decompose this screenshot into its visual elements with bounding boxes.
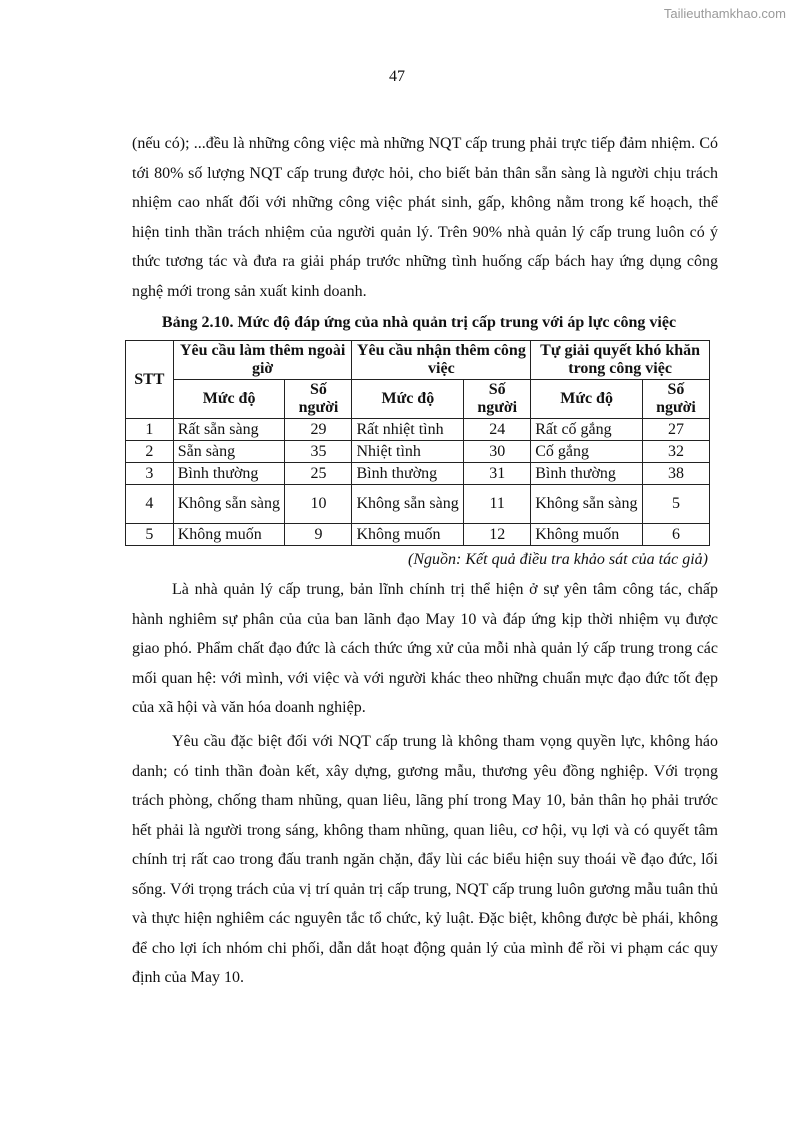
- cell-stt: 2: [126, 441, 174, 463]
- cell-count: 32: [642, 441, 709, 463]
- cell-stt: 4: [126, 485, 174, 524]
- table-row: [126, 524, 710, 546]
- cell-level: Bình thường: [352, 463, 464, 485]
- page-number: 47: [389, 68, 405, 85]
- cell-level: Nhiệt tình: [352, 441, 464, 463]
- header-group-2: Yêu cầu nhận thêm công việc: [352, 341, 531, 380]
- cell-count: 10: [285, 485, 352, 524]
- table-title: Bảng 2.10. Mức độ đáp ứng của nhà quản trị cấp trung với áp lực công việc: [161, 314, 677, 331]
- cell-count: 35: [285, 441, 352, 463]
- cell-count: 11: [464, 485, 531, 524]
- cell-level: Không sẵn sàng: [352, 485, 464, 524]
- cell-count: 25: [285, 463, 352, 485]
- cell-level: Bình thường: [531, 463, 643, 485]
- header-stt: STT: [126, 341, 174, 419]
- cell-level: Cố gắng: [531, 441, 643, 463]
- cell-count: 27: [642, 419, 709, 441]
- cell-stt: 3: [126, 463, 174, 485]
- header-level-3: Mức độ: [531, 380, 643, 419]
- cell-count: 30: [464, 441, 531, 463]
- cell-count: 31: [464, 463, 531, 485]
- cell-level: Không muốn: [531, 524, 643, 546]
- cell-level: Rất sẵn sàng: [173, 419, 285, 441]
- cell-count: 9: [285, 524, 352, 546]
- cell-level: Rất cố gắng: [531, 419, 643, 441]
- header-count-3: Số người: [642, 380, 709, 419]
- cell-level: Không muốn: [173, 524, 285, 546]
- cell-level: Không sẵn sàng: [173, 485, 285, 524]
- cell-count: 5: [642, 485, 709, 524]
- cell-level: Không sẵn sàng: [531, 485, 643, 524]
- cell-level: Không muốn: [352, 524, 464, 546]
- watermark: Tailieuthamkhao.com: [663, 6, 786, 21]
- paragraph-2: Là nhà quản lý cấp trung, bản lĩnh chính trị thể hiện ở sự yên tâm công tác, chấp hành nghiêm sự phân của của ban lãnh đạo May 10 và đáp ứng kịp thời nhiệm vụ được giao phó. Phẩm chất đạo đức là cách thức ứng xử của mỗi nhà quản lý cấp trung trong các mối quan hệ: với mình, với việc và với người khác theo những chuẩn mực đạo đức tốt đẹp của xã hội và văn hóa doanh nghiệp.: [132, 581, 718, 716]
- table-subheader-row: [126, 380, 710, 419]
- header-level-1: Mức độ: [173, 380, 285, 419]
- table-row: [126, 441, 710, 463]
- paragraph-1: (nếu có); ...đều là những công việc mà những NQT cấp trung phải trực tiếp đảm nhiệm. Có tới 80% số lượng NQT cấp trung được hỏi, cho biết bản thân sẵn sàng là người chịu trách nhiệm cao nhất đối với những công việc phát sinh, gấp, không nằm trong kế hoạch, thể hiện tinh thần trách nhiệm của người quản lý. Trên 90% nhà quản lý cấp trung luôn có ý thức tương tác và đưa ra giải pháp trước những tình huống cấp bách hay ứng dụng công nghệ mới trong sản xuất kinh doanh.: [132, 135, 718, 300]
- cell-count: 6: [642, 524, 709, 546]
- cell-level: Sẵn sàng: [173, 441, 285, 463]
- cell-count: 24: [464, 419, 531, 441]
- table-row: [126, 463, 710, 485]
- table-header-row: [126, 341, 710, 380]
- table-row: [126, 419, 710, 441]
- cell-level: Rất nhiệt tình: [352, 419, 464, 441]
- header-count-1: Số người: [285, 380, 352, 419]
- header-group-3: Tự giải quyết khó khăn trong công việc: [531, 341, 710, 380]
- table-source-note: (Nguồn: Kết quả điều tra khảo sát của tác giả): [408, 551, 708, 568]
- data-table: [125, 340, 710, 546]
- header-level-2: Mức độ: [352, 380, 464, 419]
- header-count-2: Số người: [464, 380, 531, 419]
- cell-stt: 5: [126, 524, 174, 546]
- cell-count: 12: [464, 524, 531, 546]
- cell-count: 38: [642, 463, 709, 485]
- cell-level: Bình thường: [173, 463, 285, 485]
- header-group-1: Yêu cầu làm thêm ngoài giờ: [173, 341, 352, 380]
- cell-count: 29: [285, 419, 352, 441]
- table-row: [126, 485, 710, 524]
- cell-stt: 1: [126, 419, 174, 441]
- paragraph-3: Yêu cầu đặc biệt đối với NQT cấp trung là không tham vọng quyền lực, không háo danh; có tinh thần đoàn kết, xây dựng, gương mẫu, thương yêu đồng nghiệp. Với trọng trách phòng, chống tham nhũng, quan liêu, lãng phí trong May 10, bản thân họ phải trước hết phải là người trong sáng, không tham nhũng, quan liêu, cơ hội, vụ lợi và có quyết tâm chính trị rất cao trong đấu tranh ngăn chặn, đẩy lùi các biểu hiện suy thoái về đạo đức, lối sống. Với trọng trách của vị trí quản trị cấp trung, NQT cấp trung luôn gương mẫu tuân thủ và thực hiện nghiêm các nguyên tắc tổ chức, kỷ luật. Đặc biệt, không được bè phái, không để cho lợi ích nhóm chi phối, dẫn dắt hoạt động quản lý của mình để rồi vi phạm các quy định của May 10.: [132, 733, 718, 986]
